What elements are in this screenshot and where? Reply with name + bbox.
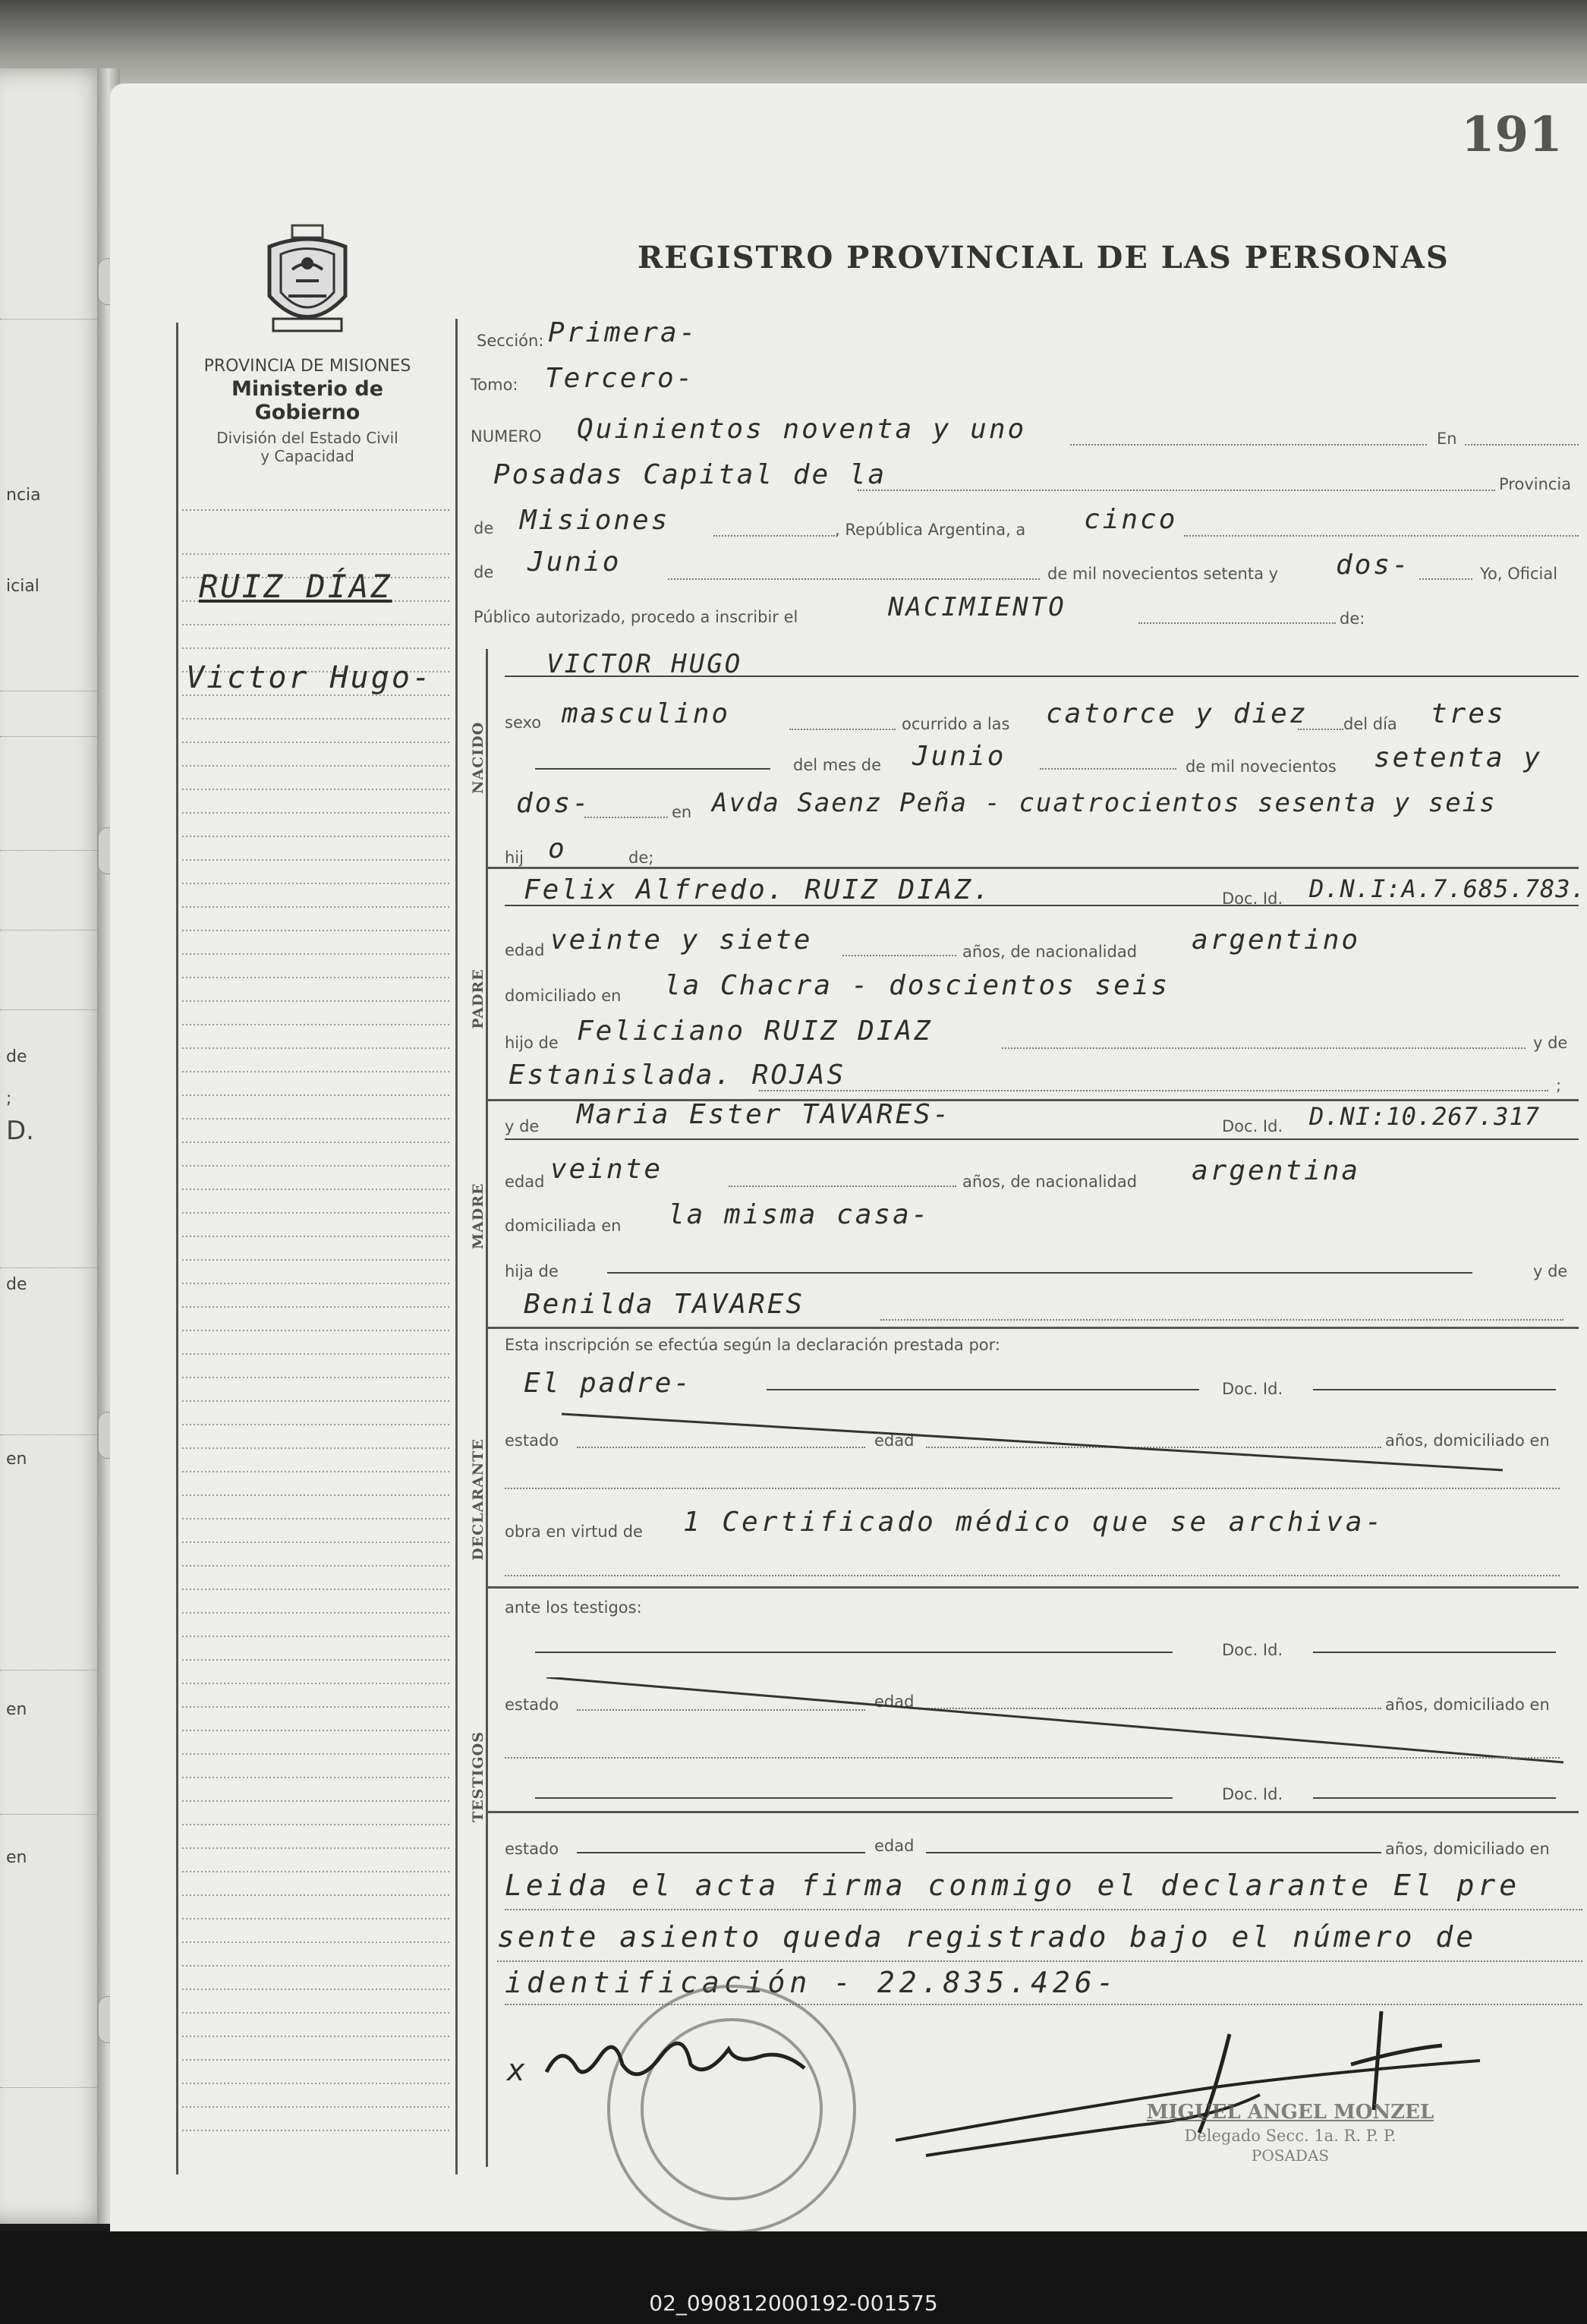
testigo1-estado-label: estado [505,1696,559,1714]
firma-prefix: x [507,2053,528,2088]
hija-de-label: hija de [505,1262,559,1280]
domiciliado-label: domiciliado en [505,987,622,1005]
testigo2-anos-dom-label: años, domiciliado en [1385,1840,1550,1858]
left-fragment: en [6,1450,27,1469]
margin-ruled-lines [182,501,452,2148]
provincia-value: Misiones [520,505,670,536]
republica-label: , República Argentina, a [835,521,1026,539]
nota-line1: Leida el acta firma conmigo el declarante El pre [505,1869,1521,1902]
margin-rule-left [176,323,178,2174]
de-label: de [474,519,494,537]
margin-surname: RUIZ DÍAZ [199,568,392,605]
padre-nacionalidad-value: argentino [1192,924,1361,956]
padre-edad-value: veinte y siete [550,924,813,956]
madre-y-de-label: y de [505,1117,540,1135]
sexo-label: sexo [505,713,542,732]
hij-suffix: o [548,833,567,864]
padre-madre-value: Estanislada. ROJAS [509,1060,846,1091]
nota-line3: identificación - 22.835.426- [505,1966,1119,1999]
ante-testigos-label: ante los testigos: [505,1598,642,1617]
section-declarante: DECLARANTE [470,1438,486,1560]
left-fragment: en [6,1848,27,1867]
padre-doc-label: Doc. Id. [1222,890,1283,908]
anos-nac-label: años, de nacionalidad [962,943,1138,961]
madre-doc-label: Doc. Id. [1222,1117,1283,1135]
official-name: MIGUEL ANGEL MONZEL [1146,2101,1434,2124]
registry-title: REGISTRO PROVINCIAL DE LAS PERSONAS [638,240,1450,276]
madre-nombre: Maria Ester TAVARES- [577,1099,952,1130]
province-heading: PROVINCIA DE MISIONES [203,357,411,376]
padre-domicilio-value: la Chacra - doscientos seis [664,970,1170,1001]
madre-domicilio-value: la misma casa- [668,1199,930,1230]
official-city: POSADAS [1251,2146,1330,2165]
testigo2-doc-label: Doc. Id. [1222,1785,1283,1803]
numero-value: Quinientos noventa y uno [577,414,1027,445]
margin-given-name: Victor Hugo- [186,660,433,695]
left-fragment: en [6,1700,27,1719]
mil-novecientos-label: de mil novecientos [1186,757,1337,776]
page-number: 191 [1461,106,1563,163]
testigo1-doc-label: Doc. Id. [1222,1641,1283,1659]
left-fragment: icial [6,577,39,596]
inscripcion-label: Esta inscripción se efectúa según la declaración prestada por: [505,1336,1000,1354]
official-title: Delegado Secc. 1a. R. P. P. [1184,2127,1396,2145]
tomo-label: Tomo: [471,376,518,394]
mil-setenta-label: de mil novecientos setenta y [1047,565,1279,583]
seccion-label: Sección: [477,332,544,350]
cancel-strike-line [546,1677,1563,1768]
testigo2-estado-label: estado [505,1840,559,1858]
division-line1: División del Estado Civil [216,429,398,447]
de-semicolon-label: de; [628,849,654,867]
left-fragment: ; [6,1089,12,1108]
division-line2: y Capacidad [260,447,354,465]
section-padre: PADRE [470,968,486,1029]
yo-oficial-label: Yo, Oficial [1480,565,1558,583]
hij-label: hij [505,849,524,867]
y-de-label: y de [1533,1034,1568,1052]
dia-acta-value: cinco [1084,504,1178,535]
madre-anos-nac-label: años, de nacionalidad [962,1173,1138,1191]
declarante-anos-dom-label: años, domiciliado en [1385,1431,1550,1450]
lugar-nacimiento-value: Avda Saenz Peña - cuatrocientos sesenta y seis [712,788,1497,818]
seccion-value: Primera- [548,317,698,348]
left-fragment: de [6,1275,27,1294]
madre-edad-label: edad [505,1173,545,1191]
testigo1-anos-dom-label: años, domiciliado en [1385,1696,1550,1714]
del-dia-label: del día [1343,715,1397,733]
en-label: En [1437,430,1457,448]
margin-rule-right [455,319,458,2174]
madre-madre-value: Benilda TAVARES [524,1289,805,1320]
dia-value: tres [1431,698,1506,729]
madre-nacionalidad-value: argentina [1192,1155,1361,1186]
section-rule [486,649,488,2167]
nota-line2: sente asiento queda registrado bajo el número de [497,1920,1477,1954]
lugar-value: Posadas Capital de la [493,459,887,490]
domiciliada-label: domiciliada en [505,1217,622,1235]
ocurrido-label: ocurrido a las [902,715,1010,733]
declarante-estado-label: estado [505,1431,559,1450]
declarante-edad-label: edad [874,1431,915,1450]
hijo-de-label: hijo de [505,1034,559,1052]
declarante-doc-label: Doc. Id. [1222,1380,1283,1398]
left-fragment: ncia [6,486,41,505]
semicolon: ; [1556,1076,1562,1094]
testigo2-edad-label: edad [874,1837,915,1855]
obra-label: obra en virtud de [505,1523,643,1541]
left-fragment: de [6,1047,27,1066]
edad-label: edad [505,941,545,959]
anio-line2-value: dos- [516,788,591,819]
section-testigos: TESTIGOS [470,1731,486,1822]
section-nacido: NACIDO [470,721,486,794]
nacido-nombre: VICTOR HUGO [546,649,743,679]
provincia-label: Provincia [1499,475,1572,493]
mes-acta-value: Junio [527,546,622,578]
scan-footer-label: 02_090812000192-001575 [649,2291,938,2316]
cancel-strike-line [562,1408,1503,1476]
de-label: de [474,563,494,581]
padre-hijo-de-value: Feliciano RUIZ DIAZ [577,1016,933,1047]
tipo-acta-value: NACIMIENTO [888,592,1066,622]
sexo-value: masculino [562,698,731,729]
padre-doc-value: D.N.I:A.7.685.783. [1309,874,1586,903]
coat-of-arms-icon [262,224,353,338]
anio-acta-value: dos- [1336,550,1411,581]
mes-value: Junio [912,741,1006,772]
padre-nombre: Felix Alfredo. RUIZ DIAZ. [524,874,992,905]
book-top-edge [0,0,1587,91]
del-mes-label: del mes de [793,756,882,774]
de-colon-label: de: [1340,609,1365,628]
hora-value: catorce y diez [1046,698,1308,729]
y-de-label-2: y de [1533,1262,1568,1280]
anio-line1-value: setenta y [1374,742,1543,773]
madre-edad-value: veinte [550,1154,663,1185]
testigo1-edad-label: edad [874,1693,915,1711]
tomo-value: Tercero- [545,363,695,394]
publico-label: Público autorizado, procedo a inscribir el [474,608,798,626]
obra-value: 1 Certificado médico que se archiva- [683,1507,1385,1538]
numero-label: NUMERO [471,427,542,446]
declarante-value: El padre- [524,1368,693,1399]
madre-doc-value: D.NI:10.267.317 [1309,1102,1540,1131]
en-lower-label: en [672,803,692,821]
left-fragment: D. [6,1116,34,1146]
ministry-heading: Ministerio de Gobierno [231,377,384,424]
section-madre: MADRE [470,1182,486,1249]
